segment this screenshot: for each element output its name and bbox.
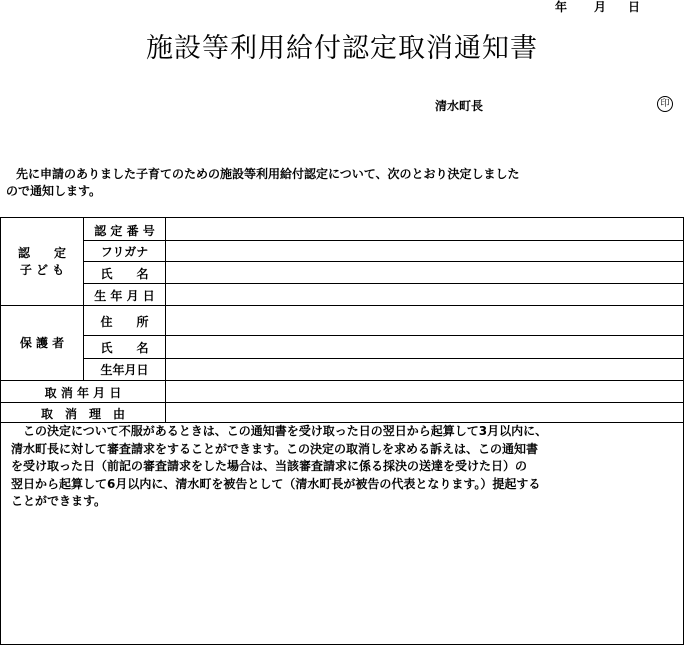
notice-line: 清水町長に対して審査請求をすることができます。この決定の取消しを求める訴えは、この通知書 bbox=[11, 441, 539, 456]
row-divider bbox=[1, 305, 683, 306]
day-label: 日 bbox=[628, 0, 641, 14]
child-group-label bbox=[1, 245, 83, 279]
issuer-name: 清水町長 bbox=[435, 99, 484, 113]
child-birth-label: 生 年 月 日 bbox=[94, 289, 155, 303]
cancel-date-label: 取 消 年 月 日 bbox=[44, 386, 122, 400]
intro-line: ので通知します。 bbox=[6, 184, 102, 198]
seal-mark: 印 bbox=[657, 96, 673, 112]
notice-line: 翌日から起算して6月以内に、清水町を被告として（清水町長が被告の代表となります。）提起する bbox=[11, 476, 541, 491]
address-label: 住 所 bbox=[100, 315, 149, 329]
child-name-label: 氏 名 bbox=[100, 267, 149, 281]
notice-form-table bbox=[0, 217, 684, 645]
row-divider bbox=[83, 358, 683, 359]
row-divider bbox=[83, 335, 683, 336]
year-label: 年 bbox=[555, 0, 568, 14]
row-divider bbox=[83, 261, 683, 262]
cancel-reason-label: 取 消 理 由 bbox=[40, 407, 125, 421]
month-label: 月 bbox=[594, 0, 607, 14]
row-divider bbox=[1, 402, 683, 403]
child-group-label-line2: 子 ど も bbox=[19, 263, 65, 277]
appeal-notice bbox=[11, 423, 547, 511]
cert-number-label: 認 定 番 号 bbox=[94, 224, 155, 238]
row-divider bbox=[83, 283, 683, 284]
notice-line: この決定について不服があるときは、この通知書を受け取った日の翌日から起算して3月以内に、 bbox=[11, 424, 548, 438]
guardian-birth-label: 生年月日 bbox=[100, 363, 149, 377]
child-group-label-line1: 認 定 bbox=[17, 246, 66, 260]
notice-line: ことができます。 bbox=[11, 494, 107, 508]
guardian-name-label: 氏 名 bbox=[100, 341, 149, 355]
intro-line: 先に申請のありました子育てのための施設等利用給付認定について、次のとおり決定しました bbox=[16, 167, 520, 181]
document-title: 施設等利用給付認定取消通知書 bbox=[146, 33, 538, 64]
row-divider bbox=[83, 240, 683, 241]
notice-line: を受け取った日（前記の審査請求をした場合は、当該審査請求に係る採決の送達を受けた日）の bbox=[11, 459, 528, 473]
intro-text bbox=[6, 166, 520, 200]
guardian-group-label: 保 護 者 bbox=[19, 336, 65, 350]
row-divider bbox=[1, 380, 683, 381]
column-divider bbox=[165, 218, 166, 422]
furigana-label: フリガナ bbox=[100, 245, 149, 259]
